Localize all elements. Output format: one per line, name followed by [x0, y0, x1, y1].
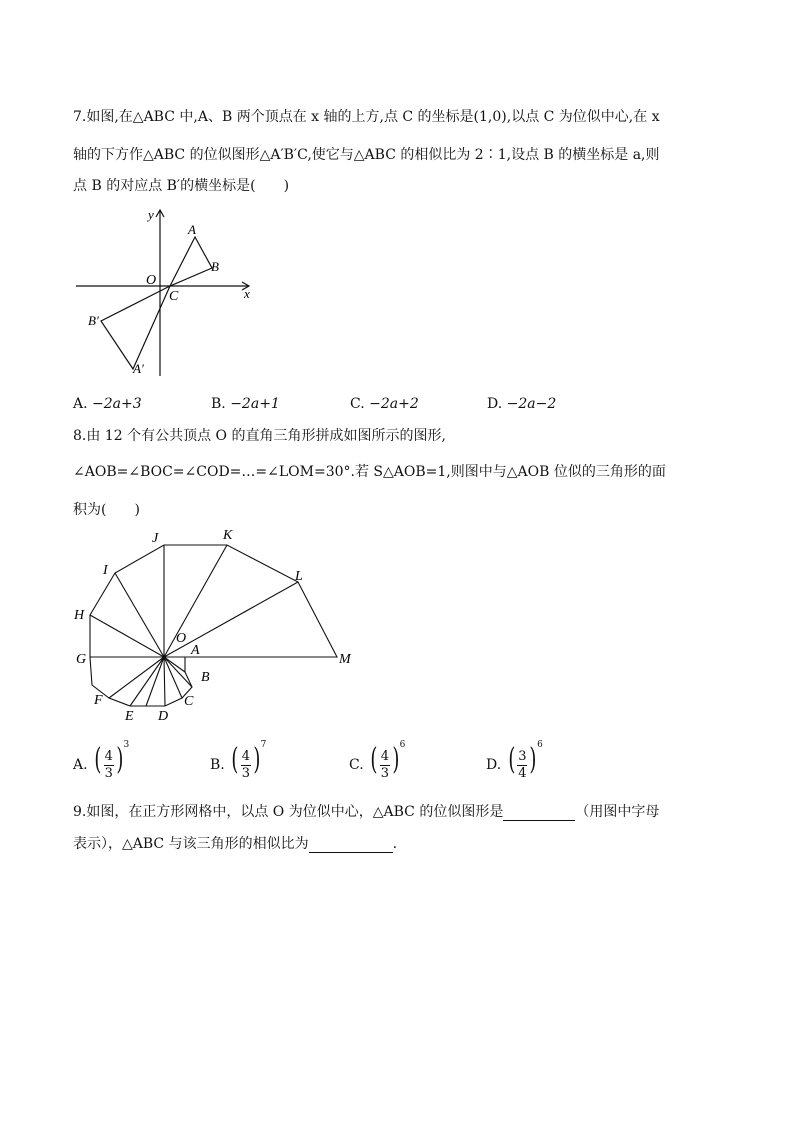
paren-right: )	[116, 742, 124, 777]
q7-option-b[interactable]	[211, 396, 280, 412]
label-b-prime: B′	[88, 313, 99, 328]
paren-right: )	[529, 742, 537, 777]
triangle-abc	[170, 237, 212, 286]
label-h: H	[74, 608, 85, 623]
label-j: J	[152, 531, 159, 546]
label-a-prime: A′	[133, 361, 144, 376]
option-key: A.	[73, 757, 88, 773]
q9-blank-1[interactable]	[503, 804, 575, 821]
option-text: −2a−2	[506, 396, 557, 412]
q8-option-c[interactable]	[349, 740, 405, 782]
label-c: C	[184, 694, 194, 709]
option-key: C.	[349, 757, 364, 773]
label-i: I	[103, 563, 108, 578]
label-g: G	[76, 652, 87, 667]
label-l: L	[295, 569, 303, 584]
label-a: A	[188, 222, 196, 237]
paren-left: (	[370, 742, 378, 777]
q7-line1: 7.如图,在△ABC 中,A、B 两个顶点在 x 轴的上方,点 C 的坐标是(1,0),以点 C 为位似中心,在 x	[73, 109, 660, 125]
q7-option-c[interactable]	[350, 396, 419, 412]
exponent: 7	[260, 740, 267, 750]
label-f: F	[94, 693, 103, 708]
paren-left: (	[231, 742, 239, 777]
label-d: D	[158, 709, 169, 724]
q7-option-a[interactable]	[73, 396, 142, 412]
label-x: x	[244, 286, 250, 301]
option-text: −2a+1	[230, 396, 280, 412]
label-c: C	[169, 289, 179, 304]
label-y: y	[148, 207, 154, 222]
q9-line2	[73, 833, 397, 853]
q9-line2-text: 表示），△ABC 与该三角形的相似比为	[73, 836, 309, 852]
q8-line1: 8.由 12 个有公共顶点 O 的直角三角形拼成如图所示的图形,	[73, 428, 446, 444]
option-key: B.	[210, 757, 225, 773]
q7-figure	[70, 205, 270, 385]
label-m: M	[339, 652, 351, 667]
q9-line1-text: 9.如图，在正方形网格中，以点 O 为位似中心，△ABC 的位似图形是	[73, 804, 504, 820]
spoke-h	[90, 615, 164, 657]
label-o: O	[176, 631, 187, 646]
option-key: B.	[211, 396, 226, 412]
q7-line2: 轴的下方作△ABC 的位似图形△A′B′C,使它与△ABC 的相似比为 2∶1,设点 B 的横坐标是 a,则	[73, 147, 660, 163]
label-b: B	[201, 670, 210, 685]
option-key: D.	[487, 396, 503, 412]
label-a: A	[191, 643, 200, 658]
spoke-i	[115, 573, 164, 657]
paren-right: )	[253, 742, 261, 777]
q9-line1	[73, 801, 659, 821]
paren-left: (	[507, 742, 516, 777]
fraction: $\frac{4}{3}$	[380, 748, 389, 781]
exponent: 6	[399, 740, 406, 750]
option-text: −2a+3	[92, 396, 142, 412]
option-key: D.	[486, 757, 502, 773]
q8-option-b[interactable]	[210, 740, 266, 782]
q8-figure	[60, 520, 380, 730]
q9-line2-tail: .	[392, 836, 398, 852]
spoke-d	[164, 657, 165, 706]
exponent: 3	[123, 740, 130, 750]
fraction: $\frac{4}{3}$	[104, 748, 113, 781]
label-b: B	[211, 259, 219, 274]
paren-left: (	[94, 742, 102, 777]
q7-option-d[interactable]	[487, 396, 556, 412]
spoke-e	[130, 657, 164, 706]
option-key: C.	[350, 396, 365, 412]
option-text: −2a+2	[369, 396, 419, 412]
q8-line2: ∠AOB=∠BOC=∠COD=…=∠LOM=30°.若 S△AOB=1,则图中与△AOB 位似的三角形的面	[73, 464, 666, 480]
fraction: $\frac{4}{3}$	[241, 748, 251, 781]
spoke-c	[164, 657, 192, 687]
paren-right: )	[392, 742, 400, 777]
spoke-k	[164, 545, 227, 657]
q8-option-d[interactable]	[486, 740, 543, 782]
label-e: E	[125, 709, 134, 724]
label-k: K	[223, 528, 233, 543]
exponent: 6	[537, 740, 543, 750]
q9-blank-2[interactable]	[309, 836, 393, 853]
option-key: A.	[73, 396, 88, 412]
q9-line1-tail: （用图中字母	[575, 804, 660, 820]
label-o: O	[146, 273, 157, 288]
spoke-f	[109, 657, 164, 698]
q8-option-a[interactable]	[73, 740, 129, 782]
fraction: $\frac{3}{4}$	[518, 748, 527, 781]
q7-line3: 点 B 的对应点 B′的横坐标是( )	[73, 178, 290, 194]
q8-line3: 积为( )	[73, 502, 140, 518]
